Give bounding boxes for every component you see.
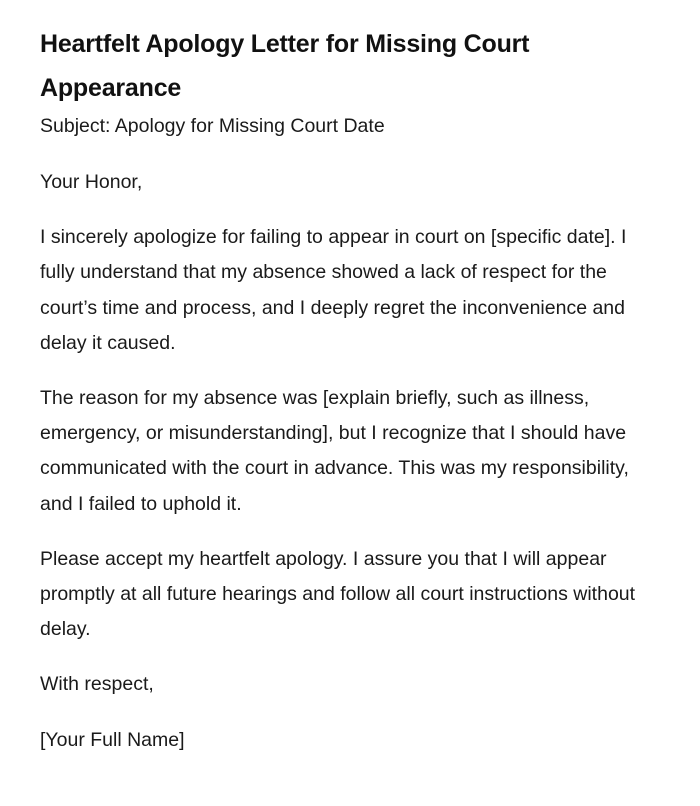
- letter-paragraph-1: I sincerely apologize for failing to appear in court on [specific date]. I fully understand that my absence showed a lack of respect for the court’s time and process, and I deeply regret the inconvenience and delay it caused.: [40, 226, 627, 354]
- letter-paragraph-3: Please accept my heartfelt apology. I assure you that I will appear promptly at all future hearings and follow all court instructions without delay.: [40, 547, 636, 641]
- letter-salutation: Your Honor,: [40, 171, 143, 193]
- letter-paragraph-2: The reason for my absence was [explain briefly, such as illness, emergency, or misunderstanding], but I recognize that I should have communicated with the court in advance. This was my responsibility, and I failed to uphold it.: [40, 387, 629, 515]
- letter-signature: [Your Full Name]: [40, 728, 185, 751]
- letter-closing: With respect,: [40, 673, 154, 696]
- letter-title: Heartfelt Apology Letter for Missing Court Appearance: [40, 30, 530, 102]
- letter-subject: Subject: Apology for Missing Court Date: [40, 115, 385, 137]
